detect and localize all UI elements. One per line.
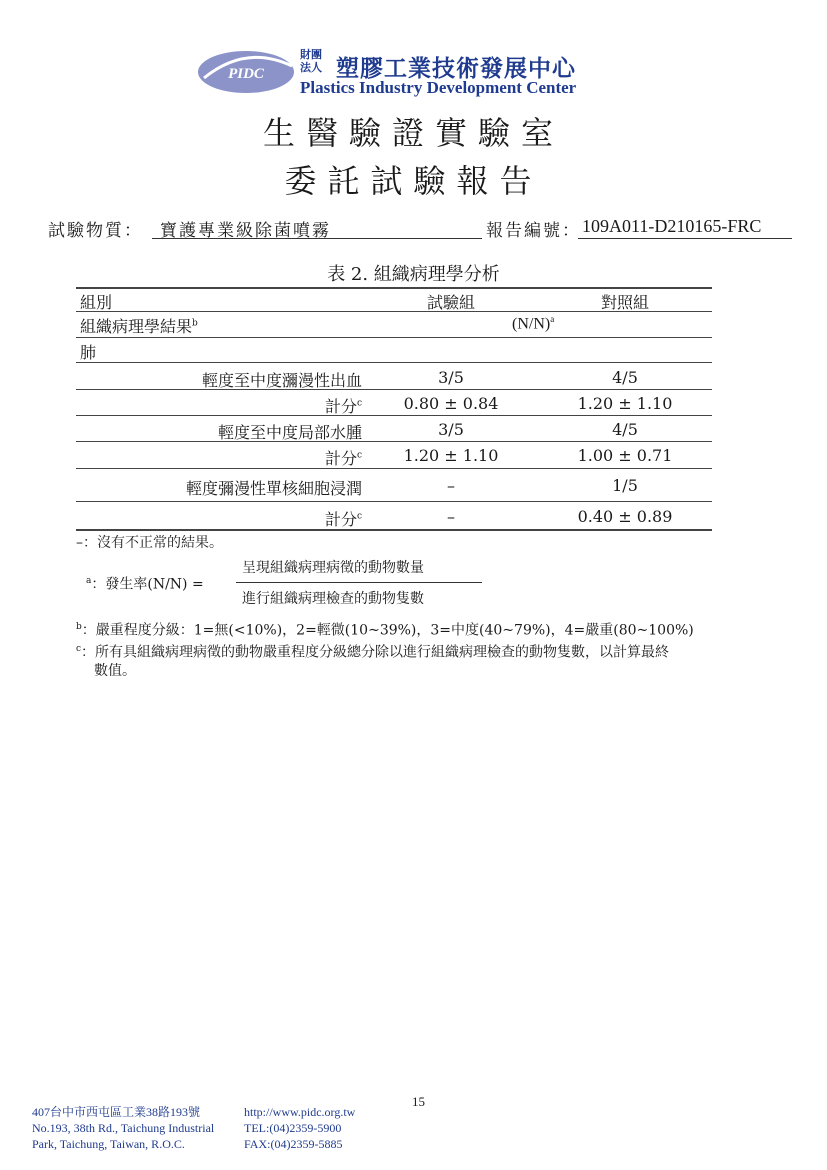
row-test-value: – xyxy=(447,476,455,495)
table-rule xyxy=(76,389,712,390)
table-rule xyxy=(76,415,712,416)
row-test-value: 1.20 ± 1.10 xyxy=(403,446,499,465)
col-header-control: 對照組 xyxy=(600,293,649,312)
table-rule xyxy=(76,468,712,469)
row-control-value: 4/5 xyxy=(612,368,638,387)
row-control-value: 0.40 ± 0.89 xyxy=(577,507,673,526)
organ-label: 肺 xyxy=(80,343,97,362)
row-label: 計分$^c$ xyxy=(324,397,362,416)
row-label: 計分$^c$ xyxy=(324,510,362,529)
pathology-unit: $(N/N)^a$ xyxy=(512,314,555,333)
footer-address xyxy=(32,1104,214,1152)
row-test-value: 0.80 ± 0.84 xyxy=(403,394,499,413)
row-label: 輕度彌漫性單核細胞浸潤 xyxy=(185,479,362,498)
row-test-value: – xyxy=(447,507,455,526)
lab-title: 生醫驗證實驗室 xyxy=(262,114,564,152)
col-header-test: 試驗組 xyxy=(426,293,475,312)
org-name-cn: 塑膠工業技術發展中心 xyxy=(336,56,576,82)
substance-value: 寶護專業級除菌噴霧 xyxy=(160,221,331,241)
row-control-value: 1/5 xyxy=(612,476,638,495)
report-no-label: 報告編號： xyxy=(486,221,581,241)
note-c: $^c$：所有具組織病理病徵的動物嚴重程度分級總分除以進行組織病理檢查的動物隻數，以計算最終 xyxy=(76,644,670,661)
website-link[interactable]: http://www.pidc.org.tw xyxy=(244,1105,356,1119)
note-a-numerator: 呈現組織病理病徵的動物數量 xyxy=(242,560,424,576)
row-label: 計分$^c$ xyxy=(324,449,362,468)
address-cn: 407台中市西屯區工業38路193號 xyxy=(32,1105,201,1119)
pidc-logo xyxy=(196,48,296,96)
note-c-continued: 數值。 xyxy=(94,663,136,679)
pathology-label: 組織病理學結果$^b$ xyxy=(80,317,198,336)
footer-contact xyxy=(244,1104,355,1152)
substance-label: 試驗物質： xyxy=(48,221,143,241)
report-no-underline xyxy=(578,238,792,239)
row-control-value: 4/5 xyxy=(612,420,638,439)
org-name-en: Plastics Industry Development Center xyxy=(300,78,577,97)
table-rule-top xyxy=(76,287,712,289)
note-a-denominator: 進行組織病理檢查的動物隻數 xyxy=(242,591,424,607)
table-rule xyxy=(76,337,712,338)
address-en-1: No.193, 38th Rd., Taichung Industrial xyxy=(32,1121,215,1135)
logo-abbr: PIDC xyxy=(228,66,264,82)
address-en-2: Park, Taichung, Taiwan, R.O.C. xyxy=(32,1137,185,1151)
report-no-value: 109A011-D210165-FRC xyxy=(582,216,762,236)
row-control-value: 1.20 ± 1.10 xyxy=(577,394,673,413)
table-rule xyxy=(76,501,712,502)
report-title: 委託試驗報告 xyxy=(284,162,543,200)
row-test-value: 3/5 xyxy=(438,420,464,439)
col-header-group: 組別 xyxy=(80,293,113,312)
substance-underline xyxy=(152,238,482,239)
page-number: 15 xyxy=(412,1094,425,1109)
row-control-value: 1.00 ± 0.71 xyxy=(577,446,673,465)
table-rule xyxy=(76,441,712,442)
org-prefix: 財團法人 xyxy=(300,48,322,74)
pidc-logo-icon xyxy=(196,48,296,96)
table-caption: 表 2. 組織病理學分析 xyxy=(327,264,500,285)
table-rule xyxy=(76,362,712,363)
table-rule xyxy=(76,311,712,312)
note-a-label: $^a$：發生率(N/N) = xyxy=(86,576,204,593)
note-dash: –：沒有不正常的結果。 xyxy=(76,535,223,551)
fraction-bar xyxy=(236,582,482,583)
row-label: 輕度至中度瀰漫性出血 xyxy=(201,371,362,390)
row-label: 輕度至中度局部水腫 xyxy=(217,423,362,442)
row-test-value: 3/5 xyxy=(438,368,464,387)
note-b: $^b$：嚴重程度分級：1=無(<10%)，2=輕微(10~39%)，3=中度(40~79%)，4=嚴重(80~100%) xyxy=(76,622,694,639)
fax: FAX:(04)2359-5885 xyxy=(244,1137,343,1151)
tel: TEL:(04)2359-5900 xyxy=(244,1121,342,1135)
